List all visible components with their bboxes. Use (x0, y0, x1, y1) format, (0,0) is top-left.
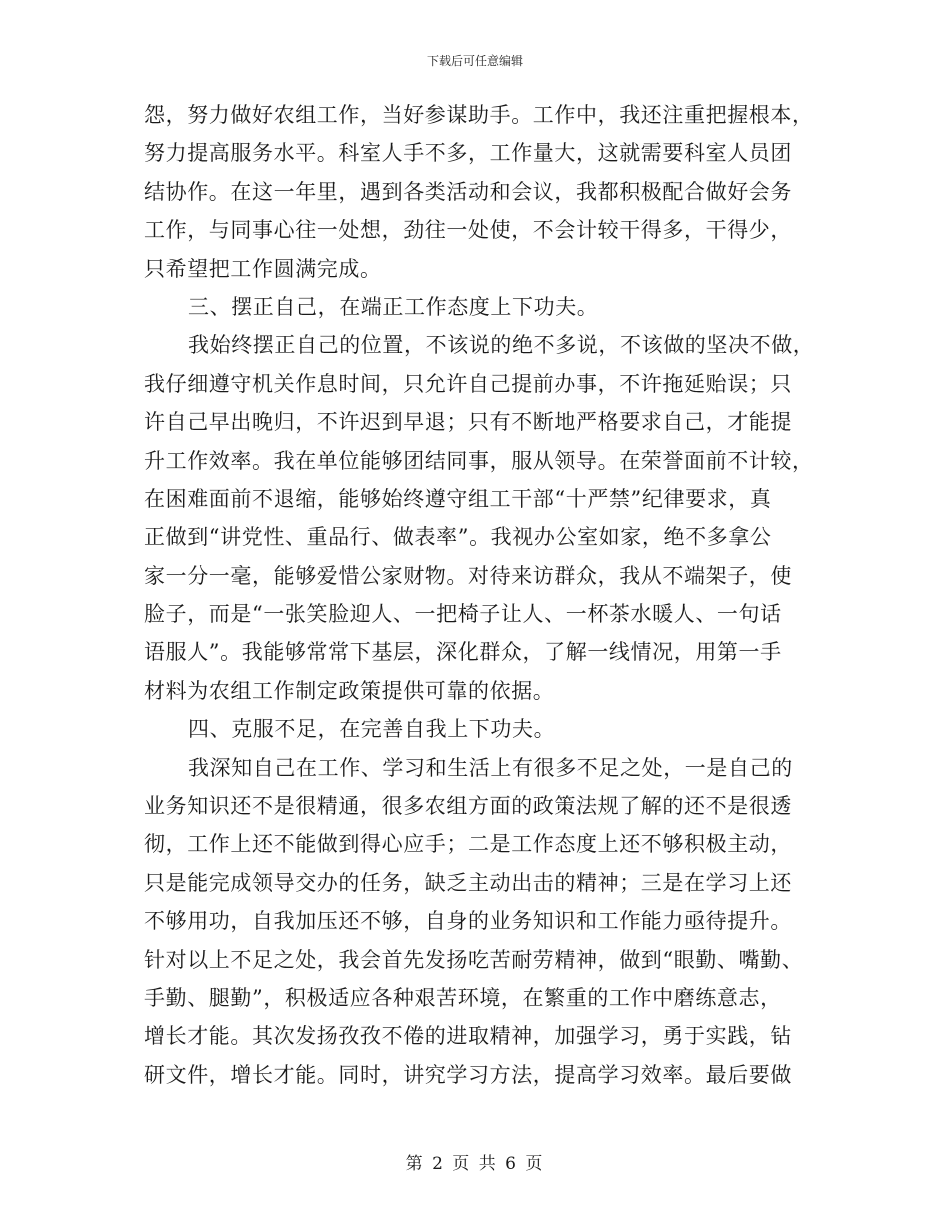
text-line: 工作，与同事心往一处想，劲往一处使，不会计较干得多，干得少， (144, 218, 792, 243)
text-line: 我仔细遵守机关作息时间，只允许自己提前办事，不许拖延贻误；只 (144, 371, 792, 396)
text-line: 语服人”。我能够常常下基层，深化群众，了解一线情况，用第一手 (144, 640, 782, 665)
text-line: 怨，努力做好农组工作，当好参谋助手。工作中，我还注重把握根本， (144, 103, 814, 127)
text-line: 手勤、腿勤”，积极适应各种艰苦环境，在繁重的工作中磨练意志， (144, 985, 782, 1010)
text-line: 增长才能。其次发扬孜孜不倦的进取精神，加强学习，勇于实践，钻 (144, 1024, 792, 1049)
text-line: 我始终摆正自己的位置，不该说的绝不多说，不该做的坚决不做， (188, 333, 815, 358)
text-line: 只希望把工作圆满完成。 (144, 256, 382, 281)
text-line: 业务知识还不是很精通，很多农组方面的政策法规了解的还不是很透 (144, 794, 792, 819)
text-line: 我深知自己在工作、学习和生活上有很多不足之处，一是自己的 (188, 755, 793, 780)
text-line: 许自己早出晚归，不许迟到早退；只有不断地严格要求自己，才能提 (144, 410, 792, 435)
text-line: 针对以上不足之处，我会首先发扬吃苦耐劳精神，做到“眼勤、嘴勤、 (144, 947, 804, 972)
text-line: 三、摆正自己，在端正工作态度上下功夫。 (188, 294, 599, 319)
text-line: 研文件，增长才能。同时，讲究学习方法，提高学习效率。最后要做 (144, 1062, 792, 1087)
text-line: 只是能完成领导交办的任务，缺乏主动出击的精神；三是在学习上还 (144, 870, 792, 895)
text-line: 正做到“讲党性、重品行、做表率”。我视办公室如家，绝不多拿公 (144, 525, 772, 550)
document-body (144, 96, 816, 1094)
text-line: 脸子，而是“一张笑脸迎人、一把椅子让人、一杯茶水暖人、一句话 (144, 602, 782, 627)
text-line: 材料为农组工作制定政策提供可靠的依据。 (144, 678, 555, 703)
text-line: 努力提高服务水平。科室人手不多，工作量大，这就需要科室人员团 (144, 141, 792, 166)
text-line: 结协作。在这一年里，遇到各类活动和会议，我都积极配合做好会务 (144, 179, 792, 204)
page-number-footer: 第 2 页 共 6 页 (405, 1154, 545, 1174)
text-line: 彻，工作上还不能做到得心应手；二是工作态度上还不够积极主动， (144, 832, 792, 857)
text-line: 不够用功，自我加压还不够，自身的业务知识和工作能力亟待提升。 (144, 909, 792, 934)
text-line: 在困难面前不退缩，能够始终遵守组工干部“十严禁”纪律要求，真 (144, 486, 772, 511)
text-line: 升工作效率。我在单位能够团结同事，服从领导。在荣誉面前不计较， (144, 448, 814, 473)
text-line: 四、克服不足，在完善自我上下功夫。 (188, 717, 556, 742)
page-header: 下载后可任意编辑 (426, 54, 523, 68)
text-line: 家一分一毫，能够爱惜公家财物。对待来访群众，我从不端架子，使 (144, 563, 792, 588)
